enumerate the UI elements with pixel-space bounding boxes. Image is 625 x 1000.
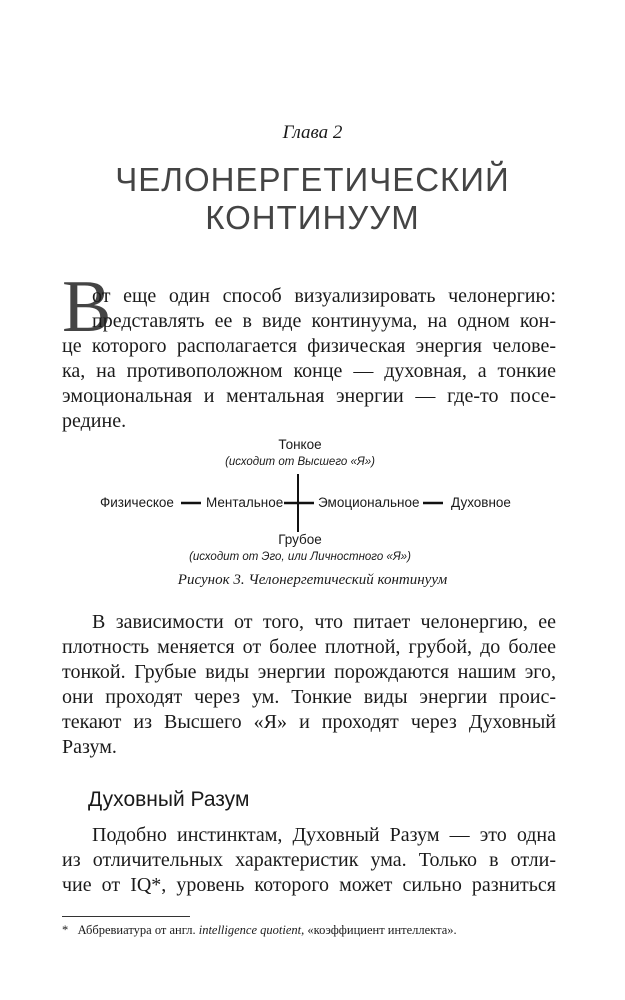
chapter-title-line1: ЧЕЛОНЕРГЕТИЧЕСКИЙ [115, 161, 510, 198]
footnote-divider [62, 916, 190, 917]
figure-bottom-sub: (исходит от Эго, или Личностного «Я») [189, 551, 411, 563]
footnote-text-italic: intelligence quotient [198, 923, 302, 937]
figure-top-sub: (исходит от Высшего «Я») [225, 456, 375, 468]
footnote [62, 923, 457, 938]
drop-cap: В [62, 266, 112, 348]
p2-line-5: текают из Высшего «Я» и проходят через Духовный [62, 711, 556, 733]
intro-line-2: представлять ее в виде континуума, на одном кон- [92, 310, 556, 332]
chapter-title-line2: КОНТИНУУМ [205, 199, 420, 236]
intro-line-3: це которого располагается физическая энергия челове- [62, 335, 556, 357]
p2-line-6: Разум. [62, 736, 117, 758]
intro-paragraph [62, 284, 556, 434]
chapter-label: Глава 2 [282, 122, 343, 143]
figure-top-label: Тонкое [278, 437, 322, 452]
figure-item-mental: Ментальное [206, 495, 284, 510]
continuum-diagram [0, 470, 625, 540]
paragraph-2 [62, 610, 556, 760]
p2-line-2: плотность меняется от более плотной, грубой, до более [62, 636, 556, 658]
footnote-text-before: Аббревиатура от англ. [77, 923, 199, 937]
section-heading: Духовный Разум [88, 788, 250, 811]
s-line-3: чие от IQ*, уровень которого может сильно разниться [62, 874, 556, 896]
intro-line-1: от еще один способ визуализировать челонергию: [92, 285, 556, 307]
section-paragraph [62, 823, 556, 898]
s-line-2: из отличительных характеристик ума. Только в отли- [62, 849, 556, 871]
p2-line-3: тонкой. Грубые виды энергии порождаются нашим эго, [62, 661, 556, 683]
s-line-1: Подобно инстинктам, Духовный Разум — это одна [92, 824, 556, 846]
figure-item-emotional: Эмоциональное [318, 495, 420, 510]
figure-item-spiritual: Духовное [451, 495, 511, 510]
footnote-mark: * [62, 923, 69, 937]
intro-line-6: редине. [62, 410, 127, 432]
figure-item-physical: Физическое [100, 495, 174, 510]
p2-line-4: они проходят через ум. Тонкие виды энергии проис- [62, 686, 556, 708]
figure-caption: Рисунок 3. Челонергетический континуум [177, 572, 448, 588]
footnote-text-after: , «коэффициент интеллекта». [301, 923, 457, 937]
intro-line-5: эмоциональная и ментальная энергии — где-то посе- [62, 385, 556, 407]
figure-bottom-label: Грубое [278, 532, 322, 547]
intro-line-4: ка, на противоположном конце — духовная, а тонкие [62, 360, 556, 382]
p2-line-1: В зависимости от того, что питает челонергию, ее [92, 611, 556, 633]
